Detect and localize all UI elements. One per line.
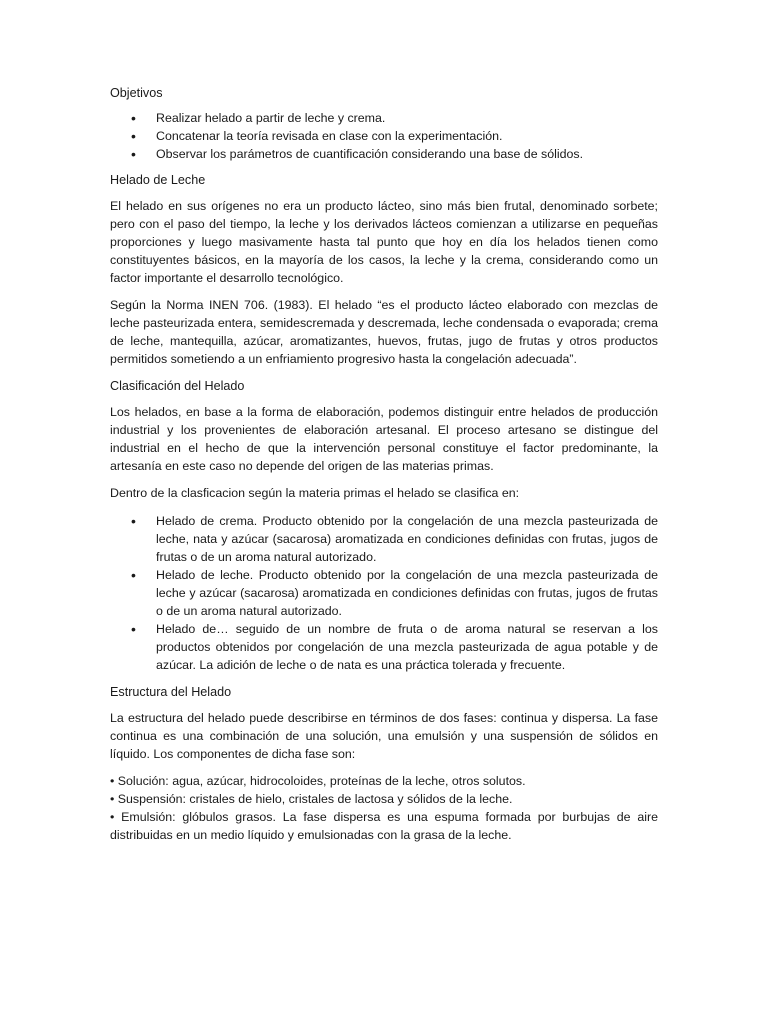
heading-objetivos: Objetivos bbox=[110, 86, 163, 100]
list-item: • Suspensión: cristales de hielo, cristales de lactosa y sólidos de la leche. bbox=[110, 792, 513, 806]
list-item: • Concatenar la teoría revisada en clase con la experimentación. bbox=[110, 127, 658, 145]
heading-helado-de-leche: Helado de Leche bbox=[110, 173, 206, 187]
paragraph: El helado en sus orígenes no era un producto lácteo, sino más bien frutal, denominado sorbete; pero con el paso del tiempo, la leche y los derivados lácteos comienzan a utilizarse en pequeñas proporciones y luego masivamente hasta tal punto que hoy en día los helados tienen como constituyentes básicos, en la mayoría de los casos, la leche y la crema, considerando como un factor importante el desarrollo tecnológico. bbox=[110, 199, 658, 285]
objetivos-list bbox=[110, 109, 658, 163]
paragraph: Dentro de la clasficacion según la materia primas el helado se clasifica en: bbox=[110, 486, 520, 500]
paragraph: La estructura del helado puede describirse en términos de dos fases: continua y dispersa. La fase continua es una combinación de una solución, una emulsión y una suspensión de sólidos en líquido. Los componentes de dicha fase son: bbox=[110, 711, 658, 761]
componentes-list bbox=[110, 772, 658, 844]
heading-estructura: Estructura del Helado bbox=[110, 685, 232, 699]
tipos-helado-list bbox=[110, 512, 658, 674]
list-item: • Helado de crema. Producto obtenido por la congelación de una mezcla pasteurizada de leche, nata y azúcar (sacarosa) aromatizada en condiciones definidas con frutas, jugos de frutas o de un aroma natural autorizado. bbox=[110, 512, 658, 566]
list-item: • Realizar helado a partir de leche y crema. bbox=[110, 109, 658, 127]
paragraph: Según la Norma INEN 706. (1983). El helado “es el producto lácteo elaborado con mezclas de leche pasteurizada entera, semidescremada y descremada, leche condensada o evaporada; crema de leche, mantequilla, azúcar, aromatizantes, huevos, frutas, jugo de frutas y otros productos permitidos sometiendo a un enfriamiento progresivo hasta la congelación adecuada”. bbox=[110, 298, 658, 366]
list-item: • Emulsión: glóbulos grasos. La fase dispersa es una espuma formada por burbujas de aire distribuidas en un medio líquido y emulsionadas con la grasa de la leche. bbox=[110, 810, 658, 842]
list-item: • Solución: agua, azúcar, hidrocoloides, proteínas de la leche, otros solutos. bbox=[110, 774, 526, 788]
list-item: • Helado de leche. Producto obtenido por la congelación de una mezcla pasteurizada de leche y azúcar (sacarosa) aromatizada en condiciones definidas con frutas, jugos de frutas o de un aroma natural autorizado. bbox=[110, 566, 658, 620]
paragraph: Los helados, en base a la forma de elaboración, podemos distinguir entre helados de producción industrial y los provenientes de elaboración artesanal. El proceso artesano se distingue del industrial en el hecho de que la intervención personal constituye el factor predominante, la artesanía en este caso no depende del origen de las materias primas. bbox=[110, 405, 658, 473]
list-item: • Helado de… seguido de un nombre de fruta o de aroma natural se reservan a los productos obtenidos por congelación de una mezcla pasteurizada de agua potable y de azúcar. La adición de leche o de nata es una práctica tolerada y frecuente. bbox=[110, 620, 658, 674]
list-item: • Observar los parámetros de cuantificación considerando una base de sólidos. bbox=[110, 145, 658, 163]
heading-clasificacion: Clasificación del Helado bbox=[110, 379, 245, 393]
